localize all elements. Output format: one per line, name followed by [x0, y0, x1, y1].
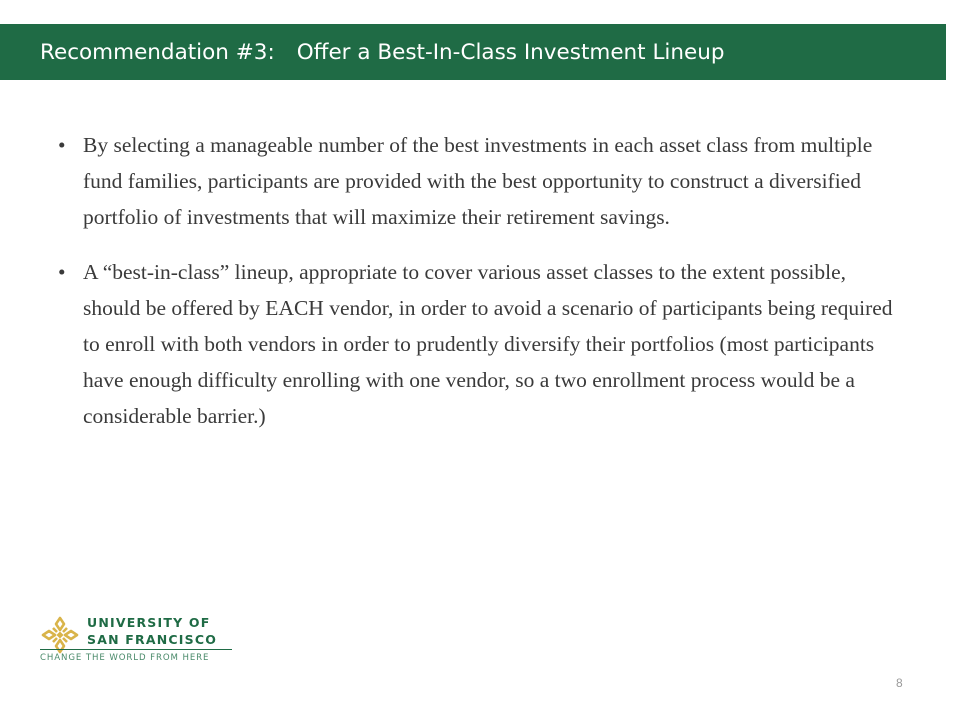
bullet-text: A “best-in-class” lineup, appropriate to cover various asset classes to the extent possible, should be offered by EACH vendor, in order to avoid a scenario of participants being required to enroll with both vendors in order to prudently diversify their portfolios (most participants have enough difficulty enrolling with one vendor, so a two enrollment process would be a considerable barrier.) [83, 260, 893, 428]
bullet-list [58, 127, 908, 453]
title-heading: Offer a Best-In-Class Investment Lineup [296, 40, 725, 65]
bullet-item [58, 254, 908, 434]
slide-title [40, 24, 725, 80]
title-number: Recommendation #3: [40, 40, 275, 65]
title-bar [0, 24, 946, 80]
logo-tagline: CHANGE THE WORLD FROM HERE [40, 653, 210, 663]
bullet-item [58, 127, 908, 235]
page-number: 8 [896, 676, 903, 690]
bullet-marker: • [58, 133, 66, 157]
logo-line-2: SAN FRANCISCO [87, 632, 218, 647]
bullet-text: By selecting a manageable number of the best investments in each asset class from multiple fund families, participants are provided with the best opportunity to construct a diversified portfolio of investments that will maximize their retirement savings. [83, 133, 873, 229]
university-logo [40, 612, 240, 668]
logo-divider [40, 649, 232, 650]
logo-line-1: UNIVERSITY OF [87, 615, 211, 630]
bullet-marker: • [58, 260, 66, 284]
